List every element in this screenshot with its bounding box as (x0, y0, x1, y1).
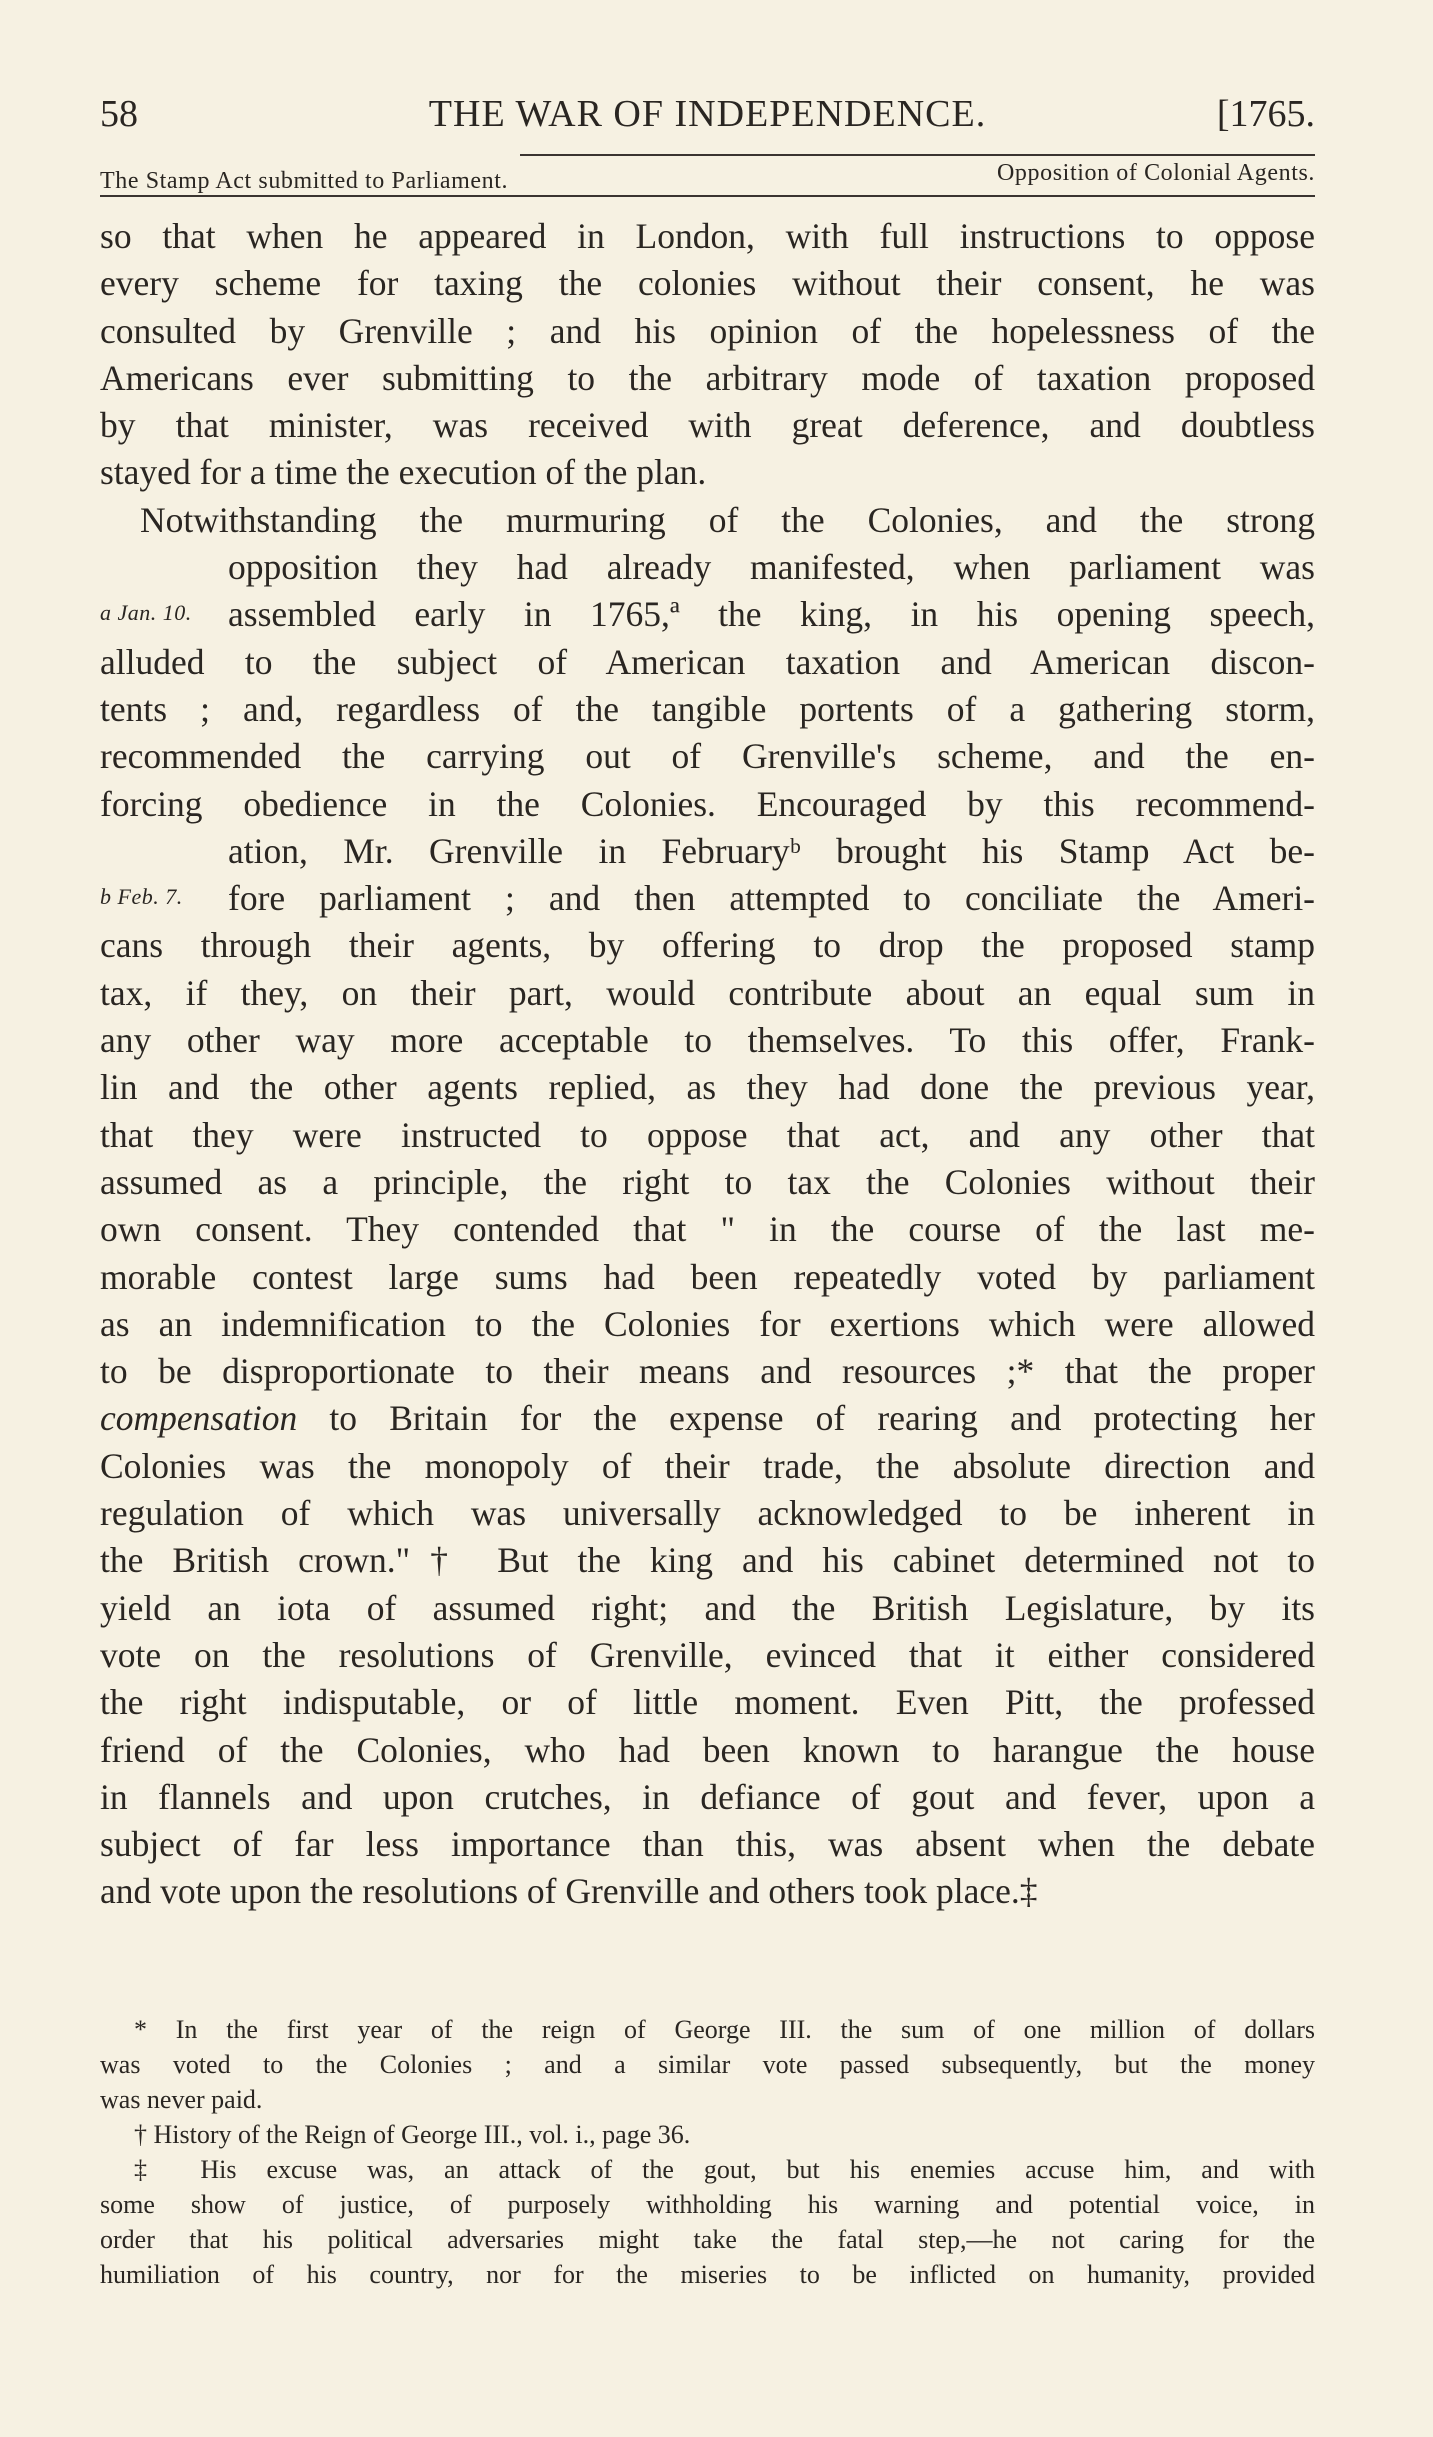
body-line: tents ; and, regardless of the tangible portents of a gathering storm, (100, 688, 1315, 729)
subheader-left: The Stamp Act submitted to Parliament. (100, 168, 509, 194)
body-line: own consent. They contended that " in the course of the last me- (100, 1209, 1315, 1250)
body-line: tax, if they, on their part, would contribute about an equal sum in (100, 972, 1315, 1013)
section-subheader (100, 152, 1315, 196)
footnote-line: order that his political adversaries might take the fatal step,—he not caring for the (100, 2225, 1315, 2254)
body-line: opposition they had already manifested, when parliament was (228, 547, 1315, 588)
body-line: alluded to the subject of American taxation and American discon- (100, 641, 1315, 682)
body-line: lin and the other agents replied, as they had done the previous year, (100, 1067, 1315, 1108)
body-line: subject of far less importance than this, was absent when the debate (100, 1824, 1315, 1865)
running-title: THE WAR OF INDEPENDENCE. (428, 93, 987, 135)
footnote-line: was never paid. (100, 2085, 263, 2114)
body-line: Colonies was the monopoly of their trade, the absolute direction and (100, 1445, 1315, 1486)
body-line: that they were instructed to oppose that act, and any other that (100, 1114, 1315, 1155)
body-line: consulted by Grenville ; and his opinion of the hopelessness of the (100, 310, 1315, 351)
body-line: cans through their agents, by offering to drop the proposed stamp (100, 925, 1315, 966)
body-line: fore parliament ; and then attempted to conciliate the Ameri- (228, 878, 1315, 919)
body-line: compensation to Britain for the expense of rearing and protecting her (100, 1398, 1315, 1439)
body-line: ation, Mr. Grenville in Februaryᵇ brought his Stamp Act be- (228, 830, 1315, 871)
body-line: every scheme for taxing the colonies without their consent, he was (100, 263, 1315, 304)
subheader-right: Opposition of Colonial Agents. (997, 160, 1315, 186)
body-line: morable contest large sums had been repeatedly voted by parliament (100, 1256, 1315, 1297)
page-number: 58 (100, 93, 138, 135)
margin-note-feb: b Feb. 7. (100, 884, 183, 909)
body-line: to be disproportionate to their means and resources ;* that the proper (100, 1351, 1315, 1392)
body-line: by that minister, was received with great deference, and doubtless (100, 405, 1315, 446)
body-line: stayed for a time the execution of the plan. (100, 452, 707, 493)
body-line: yield an iota of assumed right; and the British Legislature, by its (100, 1587, 1315, 1628)
footnote-line: some show of justice, of purposely withholding his warning and potential voice, in (100, 2190, 1315, 2219)
body-line: any other way more acceptable to themselves. To this offer, Frank- (100, 1020, 1315, 1061)
body-line: regulation of which was universally acknowledged to be inherent in (100, 1493, 1315, 1534)
margin-note-jan: a Jan. 10. (100, 600, 192, 625)
running-header (100, 92, 1315, 142)
body-line: in flannels and upon crutches, in defiance of gout and fever, upon a (100, 1776, 1315, 1817)
body-line: Americans ever submitting to the arbitrary mode of taxation proposed (100, 357, 1315, 398)
body-line: recommended the carrying out of Grenville's scheme, and the en- (100, 736, 1315, 777)
body-line: assumed as a principle, the right to tax the Colonies without their (100, 1161, 1315, 1202)
body-line: and vote upon the resolutions of Grenville and others took place.‡ (100, 1871, 1038, 1912)
body-line: assembled early in 1765,ª the king, in his opening speech, (228, 594, 1315, 635)
footnote-line: humiliation of his country, nor for the miseries to be inflicted on humanity, provided (100, 2260, 1315, 2289)
body-text (100, 213, 1315, 1916)
footnote-line: was voted to the Colonies ; and a similar vote passed subsequently, but the money (100, 2050, 1315, 2079)
footnote-line: ‡ His excuse was, an attack of the gout, but his enemies accuse him, and with (134, 2155, 1315, 2184)
header-rule-bottom (100, 195, 1315, 197)
body-line: the British crown."† But the king and his cabinet determined not to (100, 1540, 1315, 1581)
body-line: as an indemnification to the Colonies for exertions which were allowed (100, 1303, 1315, 1344)
body-line: forcing obedience in the Colonies. Encouraged by this recommend- (100, 783, 1315, 824)
footnote-line: † History of the Reign of George III., vol. i., page 36. (134, 2120, 691, 2149)
body-line: friend of the Colonies, who had been known to harangue the house (100, 1729, 1315, 1770)
body-line: the right indisputable, or of little moment. Even Pitt, the professed (100, 1682, 1315, 1723)
body-line: vote on the resolutions of Grenville, evinced that it either considered (100, 1634, 1315, 1675)
header-year: [1765. (1216, 93, 1315, 135)
body-line: Notwithstanding the murmuring of the Colonies, and the strong (140, 499, 1315, 540)
footnote-line: * In the first year of the reign of George III. the sum of one million of dollars (134, 2015, 1315, 2044)
footnotes (100, 2012, 1315, 2292)
body-line: so that when he appeared in London, with full instructions to oppose (100, 216, 1315, 256)
